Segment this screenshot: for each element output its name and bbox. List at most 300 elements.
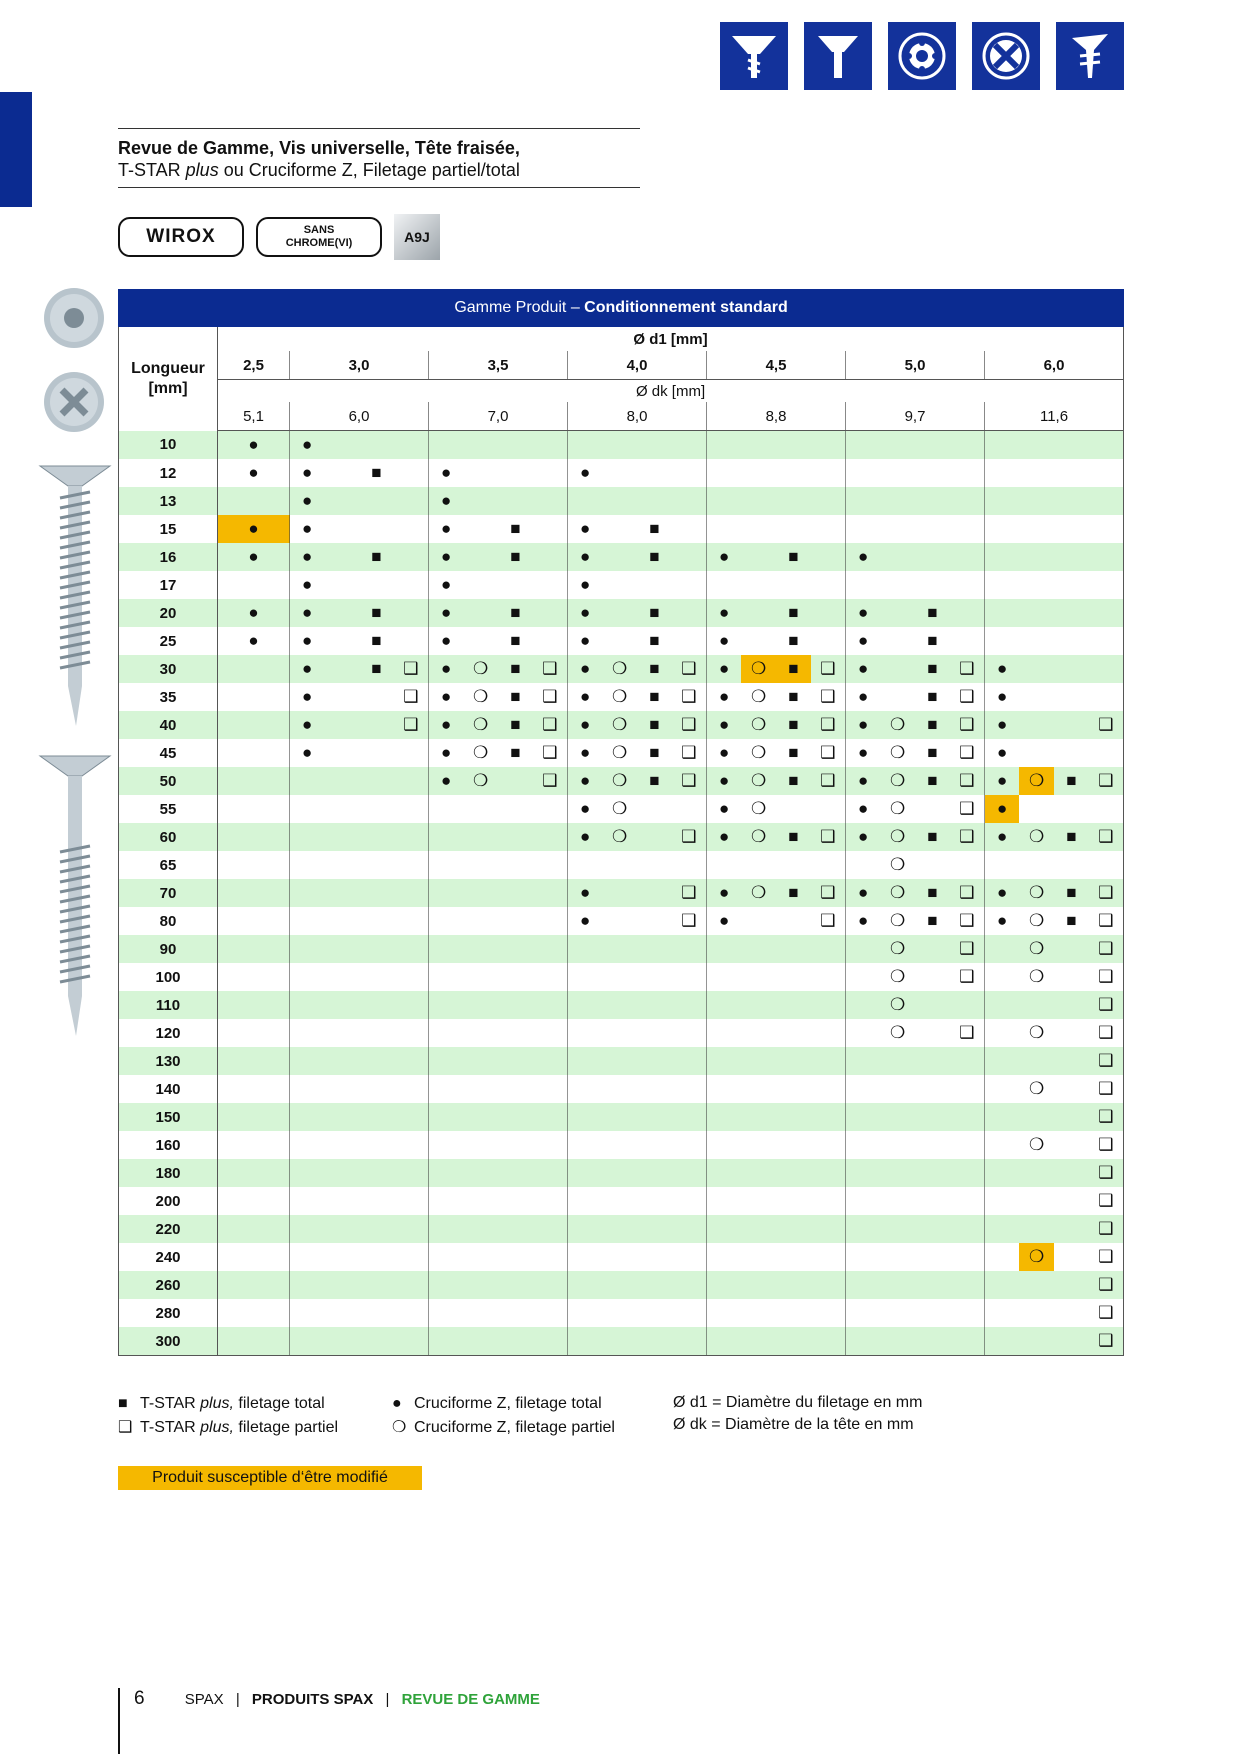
- length-label-2: [mm]: [148, 379, 188, 397]
- open-square-icon: ❑: [681, 715, 697, 734]
- range-cell: [1089, 1131, 1124, 1159]
- d1-values-row: [119, 351, 1124, 380]
- filled-square-icon: ■: [649, 603, 660, 622]
- range-cell: [811, 823, 846, 851]
- range-cell: [359, 935, 394, 963]
- range-cell: [1054, 683, 1089, 711]
- length-value: 13: [119, 487, 218, 515]
- range-cell: [672, 907, 707, 935]
- range-cell: [846, 1271, 881, 1299]
- range-cell: [568, 655, 603, 683]
- range-cell: [533, 879, 568, 907]
- range-cell: [394, 935, 429, 963]
- length-value: 120: [119, 1019, 218, 1047]
- range-cell: [846, 1047, 881, 1075]
- range-cell: [602, 767, 637, 795]
- range-cell: [463, 1327, 498, 1356]
- open-square-icon: ❑: [542, 743, 558, 762]
- range-cell: [637, 627, 672, 655]
- range-cell: [776, 711, 811, 739]
- range-cell: [1089, 739, 1124, 767]
- range-cell: [637, 907, 672, 935]
- range-cell: [915, 767, 950, 795]
- range-cell: [568, 543, 603, 571]
- range-cell: [915, 627, 950, 655]
- range-cell: [394, 655, 429, 683]
- range-cell: [568, 739, 603, 767]
- range-cell: [1054, 991, 1089, 1019]
- range-cell: [568, 515, 603, 543]
- open-circle-icon: ❍: [890, 1023, 906, 1042]
- range-cell: [1054, 879, 1089, 907]
- legend-italic: plus,: [200, 1395, 234, 1412]
- range-cell: [498, 1019, 533, 1047]
- range-cell: [950, 1019, 985, 1047]
- range-cell: [950, 1299, 985, 1327]
- open-circle-icon: ❍: [751, 687, 767, 706]
- range-cell: [1019, 627, 1054, 655]
- range-cell: [672, 1187, 707, 1215]
- table-row: [119, 599, 1124, 627]
- range-cell: [776, 571, 811, 599]
- range-cell: [1019, 1215, 1054, 1243]
- table-row: [119, 991, 1124, 1019]
- range-cell: [533, 767, 568, 795]
- screw-images: [36, 286, 116, 1051]
- range-cell: [568, 935, 603, 963]
- range-cell: [846, 879, 881, 907]
- range-cell: [218, 599, 290, 627]
- filled-circle-icon: ●: [857, 547, 869, 566]
- range-cell: [811, 1187, 846, 1215]
- open-circle-icon: ❍: [890, 771, 906, 790]
- range-cell: [672, 683, 707, 711]
- open-square-icon: ❑: [820, 715, 836, 734]
- range-cell: [1054, 935, 1089, 963]
- open-circle-icon: ❍: [473, 687, 489, 706]
- range-cell: [394, 1271, 429, 1299]
- filled-square-icon: ■: [510, 547, 521, 566]
- filled-circle-icon: ●: [857, 715, 869, 734]
- filled-circle-icon: ●: [248, 463, 259, 482]
- range-cell: [985, 655, 1020, 683]
- range-cell: [359, 907, 394, 935]
- range-cell: [985, 1327, 1020, 1356]
- range-cell: [324, 1075, 359, 1103]
- range-cell: [915, 1075, 950, 1103]
- range-cell: [811, 431, 846, 460]
- range-cell: [1054, 543, 1089, 571]
- legend-item: [392, 1392, 662, 1416]
- open-circle-icon: ❍: [890, 967, 906, 986]
- range-cell: [672, 823, 707, 851]
- open-square-icon: ❑: [681, 827, 697, 846]
- filled-circle-icon: ●: [857, 743, 869, 762]
- range-cell: [1089, 1215, 1124, 1243]
- filled-circle-icon: ●: [248, 435, 259, 454]
- range-cell: [1019, 459, 1054, 487]
- range-cell: [290, 627, 325, 655]
- range-cell: [707, 683, 742, 711]
- range-cell: [985, 1187, 1020, 1215]
- range-cell: [950, 1243, 985, 1271]
- legend-text: Cruciforme Z, filetage partiel: [414, 1419, 615, 1436]
- range-cell: [429, 1075, 464, 1103]
- open-square-icon: ❑: [1098, 883, 1114, 902]
- range-cell: [776, 1159, 811, 1187]
- range-cell: [915, 1243, 950, 1271]
- range-cell: [846, 515, 881, 543]
- head-type-icons: [720, 22, 1124, 90]
- table-row: [119, 1019, 1124, 1047]
- filled-circle-icon: ●: [440, 771, 452, 790]
- range-cell: [880, 879, 915, 907]
- length-value: 20: [119, 599, 218, 627]
- range-cell: [846, 1159, 881, 1187]
- range-cell: [568, 1159, 603, 1187]
- table-row: [119, 1131, 1124, 1159]
- range-cell: [394, 627, 429, 655]
- range-cell: [950, 963, 985, 991]
- d1-value: 4,0: [568, 351, 707, 380]
- range-cell: [498, 655, 533, 683]
- range-cell: [533, 795, 568, 823]
- range-cell: [1054, 1159, 1089, 1187]
- range-cell: [324, 1159, 359, 1187]
- range-cell: [637, 823, 672, 851]
- table-row: [119, 1103, 1124, 1131]
- range-cell: [811, 935, 846, 963]
- range-cell: [880, 431, 915, 460]
- range-cell: [324, 431, 359, 460]
- range-cell: [290, 1075, 325, 1103]
- range-cell: [776, 515, 811, 543]
- filled-circle-icon: ●: [718, 771, 730, 790]
- range-cell: [950, 1047, 985, 1075]
- range-cell: [741, 1243, 776, 1271]
- filled-square-icon: ■: [371, 547, 382, 566]
- range-cell: [672, 431, 707, 460]
- range-cell: [741, 683, 776, 711]
- filled-circle-icon: ●: [718, 743, 730, 762]
- range-cell: [672, 851, 707, 879]
- open-circle-icon: ❍: [890, 799, 906, 818]
- range-cell: [880, 907, 915, 935]
- range-cell: [672, 1047, 707, 1075]
- range-cell: [429, 851, 464, 879]
- range-cell: [811, 655, 846, 683]
- range-cell: [568, 1299, 603, 1327]
- filled-circle-icon: ●: [718, 687, 730, 706]
- range-cell: [1089, 571, 1124, 599]
- open-square-icon: ❑: [1098, 771, 1114, 790]
- range-cell: [290, 823, 325, 851]
- range-cell: [915, 543, 950, 571]
- open-square-icon: ❑: [1098, 1331, 1114, 1350]
- range-cell: [568, 1019, 603, 1047]
- range-cell: [1089, 823, 1124, 851]
- range-cell: [1089, 1299, 1124, 1327]
- range-cell: [846, 795, 881, 823]
- range-cell: [637, 739, 672, 767]
- range-cell: [602, 655, 637, 683]
- filled-circle-icon: ●: [301, 547, 313, 566]
- range-cell: [637, 1215, 672, 1243]
- range-cell: [463, 711, 498, 739]
- range-cell: [568, 599, 603, 627]
- range-cell: [290, 571, 325, 599]
- range-cell: [1019, 1019, 1054, 1047]
- chrome-free-line-1: SANS: [303, 224, 335, 236]
- range-cell: [394, 1243, 429, 1271]
- filled-circle-icon: ●: [579, 799, 591, 818]
- dk-label: Ø dk [mm]: [218, 380, 1124, 403]
- range-cell: [915, 1327, 950, 1356]
- filled-circle-icon: ●: [579, 883, 591, 902]
- range-cell: [1019, 1075, 1054, 1103]
- range-cell: [429, 907, 464, 935]
- range-cell: [429, 935, 464, 963]
- range-cell: [880, 711, 915, 739]
- d1-label-row: [119, 327, 1124, 352]
- range-cell: [637, 963, 672, 991]
- range-cell: [950, 487, 985, 515]
- range-cell: [429, 571, 464, 599]
- range-cell: [568, 627, 603, 655]
- range-cell: [880, 571, 915, 599]
- filled-square-icon: ■: [510, 659, 521, 678]
- range-cell: [707, 1299, 742, 1327]
- range-cell: [463, 935, 498, 963]
- range-cell: [672, 767, 707, 795]
- filled-circle-icon: ●: [718, 715, 730, 734]
- range-cell: [672, 1271, 707, 1299]
- range-cell: [741, 571, 776, 599]
- range-cell: [811, 1019, 846, 1047]
- range-cell: [533, 543, 568, 571]
- range-cell: [359, 515, 394, 543]
- tstar-drive-icon: [888, 22, 956, 90]
- range-cell: [846, 599, 881, 627]
- range-cell: [394, 1075, 429, 1103]
- range-cell: [533, 1047, 568, 1075]
- range-cell: [602, 1131, 637, 1159]
- range-cell: [741, 963, 776, 991]
- table-title: [119, 290, 1124, 327]
- range-cell: [533, 599, 568, 627]
- range-cell: [776, 459, 811, 487]
- range-cell: [533, 1215, 568, 1243]
- range-cell: [498, 1327, 533, 1356]
- open-circle-icon: ❍: [1029, 967, 1045, 986]
- range-cell: [776, 1327, 811, 1356]
- subject-to-change-notice: Produit susceptible d‘être modifié: [118, 1466, 422, 1490]
- range-cell: [707, 431, 742, 460]
- range-cell: [1019, 1187, 1054, 1215]
- range-cell: [846, 431, 881, 460]
- range-cell: [741, 767, 776, 795]
- range-cell: [985, 1271, 1020, 1299]
- range-cell: [915, 1299, 950, 1327]
- length-value: 280: [119, 1299, 218, 1327]
- range-cell: [846, 1215, 881, 1243]
- range-cell: [880, 991, 915, 1019]
- open-square-icon: ❑: [542, 771, 558, 790]
- range-cell: [324, 1271, 359, 1299]
- range-cell: [429, 627, 464, 655]
- range-cell: [741, 655, 776, 683]
- range-cell: [846, 991, 881, 1019]
- open-square-icon: ❑: [820, 743, 836, 762]
- d1-label: Ø d1 [mm]: [218, 327, 1124, 352]
- filled-circle-icon: ●: [857, 631, 869, 650]
- range-cell: [950, 431, 985, 460]
- range-cell: [463, 459, 498, 487]
- range-cell: [637, 1047, 672, 1075]
- range-cell: [498, 1047, 533, 1075]
- range-cell: [811, 711, 846, 739]
- range-cell: [324, 711, 359, 739]
- range-cell: [324, 1019, 359, 1047]
- length-value: 12: [119, 459, 218, 487]
- range-cell: [394, 907, 429, 935]
- filled-circle-icon: ●: [857, 771, 869, 790]
- range-cell: [533, 1271, 568, 1299]
- range-cell: [950, 459, 985, 487]
- open-circle-icon: ❍: [612, 715, 628, 734]
- length-value: 70: [119, 879, 218, 907]
- d1-value: 4,5: [707, 351, 846, 380]
- range-cell: [672, 655, 707, 683]
- range-cell: [846, 1019, 881, 1047]
- range-cell: [394, 767, 429, 795]
- range-cell: [776, 767, 811, 795]
- open-circle-icon: ❍: [890, 715, 906, 734]
- open-circle-icon: ❍: [473, 771, 489, 790]
- range-cell: [707, 823, 742, 851]
- range-cell: [1089, 963, 1124, 991]
- range-cell: [880, 515, 915, 543]
- range-cell: [1019, 487, 1054, 515]
- dk-value: 9,7: [846, 402, 985, 431]
- range-cell: [776, 683, 811, 711]
- range-cell: [498, 571, 533, 599]
- filled-square-icon: ■: [927, 743, 938, 762]
- range-cell: [359, 487, 394, 515]
- range-cell: [880, 739, 915, 767]
- range-cell: [602, 1187, 637, 1215]
- range-cell: [846, 823, 881, 851]
- range-cell: [568, 823, 603, 851]
- range-cell: [741, 991, 776, 1019]
- range-cell: [602, 599, 637, 627]
- range-cell: [324, 683, 359, 711]
- range-cell: [290, 795, 325, 823]
- range-cell: [324, 851, 359, 879]
- range-cell: [463, 1103, 498, 1131]
- range-cell: [290, 1019, 325, 1047]
- filled-square-icon: ■: [510, 743, 521, 762]
- length-value: 130: [119, 1047, 218, 1075]
- range-cell: [880, 599, 915, 627]
- filled-square-icon: ■: [1066, 883, 1077, 902]
- range-cell: [394, 711, 429, 739]
- range-cell: [324, 459, 359, 487]
- range-cell: [533, 1131, 568, 1159]
- range-cell: [359, 431, 394, 460]
- range-cell: [950, 1271, 985, 1299]
- range-cell: [707, 963, 742, 991]
- range-cell: [776, 1103, 811, 1131]
- range-cell: [602, 459, 637, 487]
- range-cell: [707, 627, 742, 655]
- filled-square-icon: ■: [1066, 827, 1077, 846]
- range-cell: [394, 1187, 429, 1215]
- range-cell: [498, 1131, 533, 1159]
- filled-circle-icon: ●: [718, 631, 730, 650]
- range-cell: [359, 1215, 394, 1243]
- range-cell: [672, 599, 707, 627]
- range-cell: [1019, 795, 1054, 823]
- open-square-icon: ❑: [1098, 1163, 1114, 1182]
- range-cell: [429, 683, 464, 711]
- range-cell: [463, 991, 498, 1019]
- legend-item: [392, 1416, 662, 1440]
- length-value: 240: [119, 1243, 218, 1271]
- range-cell: [741, 935, 776, 963]
- range-cell: [324, 991, 359, 1019]
- range-cell: [950, 1131, 985, 1159]
- range-cell: [429, 1327, 464, 1356]
- dk-value: 11,6: [985, 402, 1124, 431]
- range-cell: [1089, 459, 1124, 487]
- range-cell: [602, 515, 637, 543]
- range-cell: [218, 1131, 290, 1159]
- range-cell: [880, 1047, 915, 1075]
- table-row: [119, 1187, 1124, 1215]
- filled-circle-icon: ●: [857, 883, 869, 902]
- range-cell: [324, 543, 359, 571]
- range-cell: [463, 1019, 498, 1047]
- range-cell: [568, 1047, 603, 1075]
- dk-value: 5,1: [218, 402, 290, 431]
- range-cell: [950, 1075, 985, 1103]
- range-cell: [290, 515, 325, 543]
- range-cell: [1089, 711, 1124, 739]
- range-cell: [880, 627, 915, 655]
- range-cell: [1019, 767, 1054, 795]
- open-circle-icon: ❍: [890, 743, 906, 762]
- range-cell: [359, 655, 394, 683]
- range-cell: [463, 851, 498, 879]
- range-cell: [429, 543, 464, 571]
- section-side-tab: [0, 92, 32, 207]
- range-cell: [672, 459, 707, 487]
- range-cell: [985, 459, 1020, 487]
- range-cell: [324, 1131, 359, 1159]
- range-cell: [290, 879, 325, 907]
- range-cell: [637, 459, 672, 487]
- range-cell: [290, 1299, 325, 1327]
- range-cell: [463, 1131, 498, 1159]
- range-cell: [915, 963, 950, 991]
- open-circle-icon: ❍: [890, 855, 906, 874]
- range-cell: [741, 1103, 776, 1131]
- range-cell: [1019, 991, 1054, 1019]
- range-cell: [324, 1327, 359, 1356]
- range-cell: [218, 1187, 290, 1215]
- legend-italic: plus,: [200, 1419, 234, 1436]
